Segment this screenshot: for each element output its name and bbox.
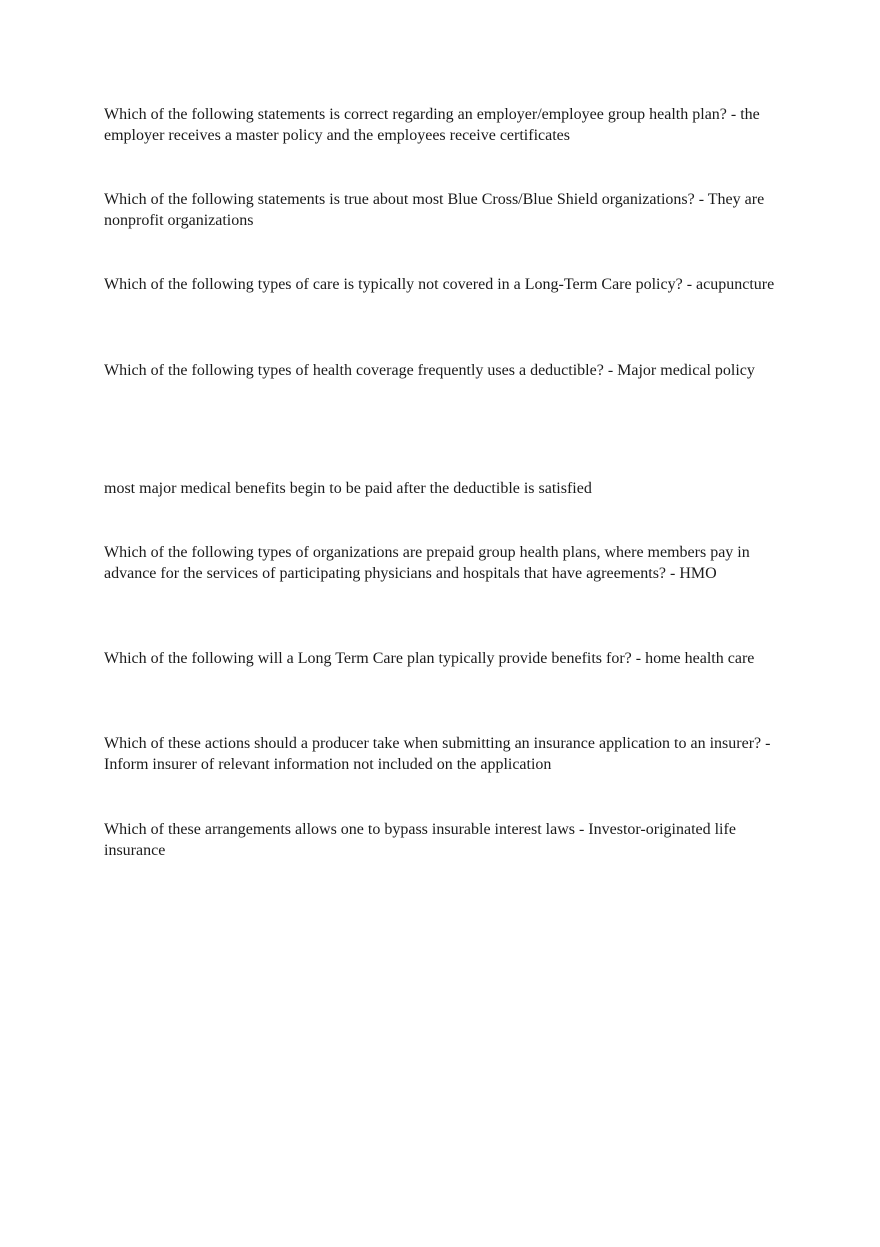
qa-entry: Which of these actions should a producer take when submitting an insurance application to an insurer? - Inform insurer of relevant information not included on the application	[104, 735, 771, 773]
qa-entry: Which of the following types of care is typically not covered in a Long-Term Care policy? - acupuncture	[104, 276, 775, 293]
qa-entry: Which of these arrangements allows one to bypass insurable interest laws - Investor-originated life insurance	[104, 821, 736, 859]
qa-entry: most major medical benefits begin to be paid after the deductible is satisfied	[104, 480, 592, 497]
qa-entry: Which of the following types of organizations are prepaid group health plans, where members pay in advance for the services of participating physicians and hospitals that have agreements? - HMO	[104, 544, 750, 582]
qa-entry: Which of the following will a Long Term Care plan typically provide benefits for? - home health care	[104, 650, 755, 667]
qa-entry: Which of the following statements is true about most Blue Cross/Blue Shield organizations? - They are nonprofit organizations	[104, 191, 765, 229]
qa-entry: Which of the following statements is correct regarding an employer/employee group health plan? - the employer receives a master policy and the employees receive certificates	[104, 106, 760, 144]
qa-entry: Which of the following types of health coverage frequently uses a deductible? - Major medical policy	[104, 362, 755, 379]
